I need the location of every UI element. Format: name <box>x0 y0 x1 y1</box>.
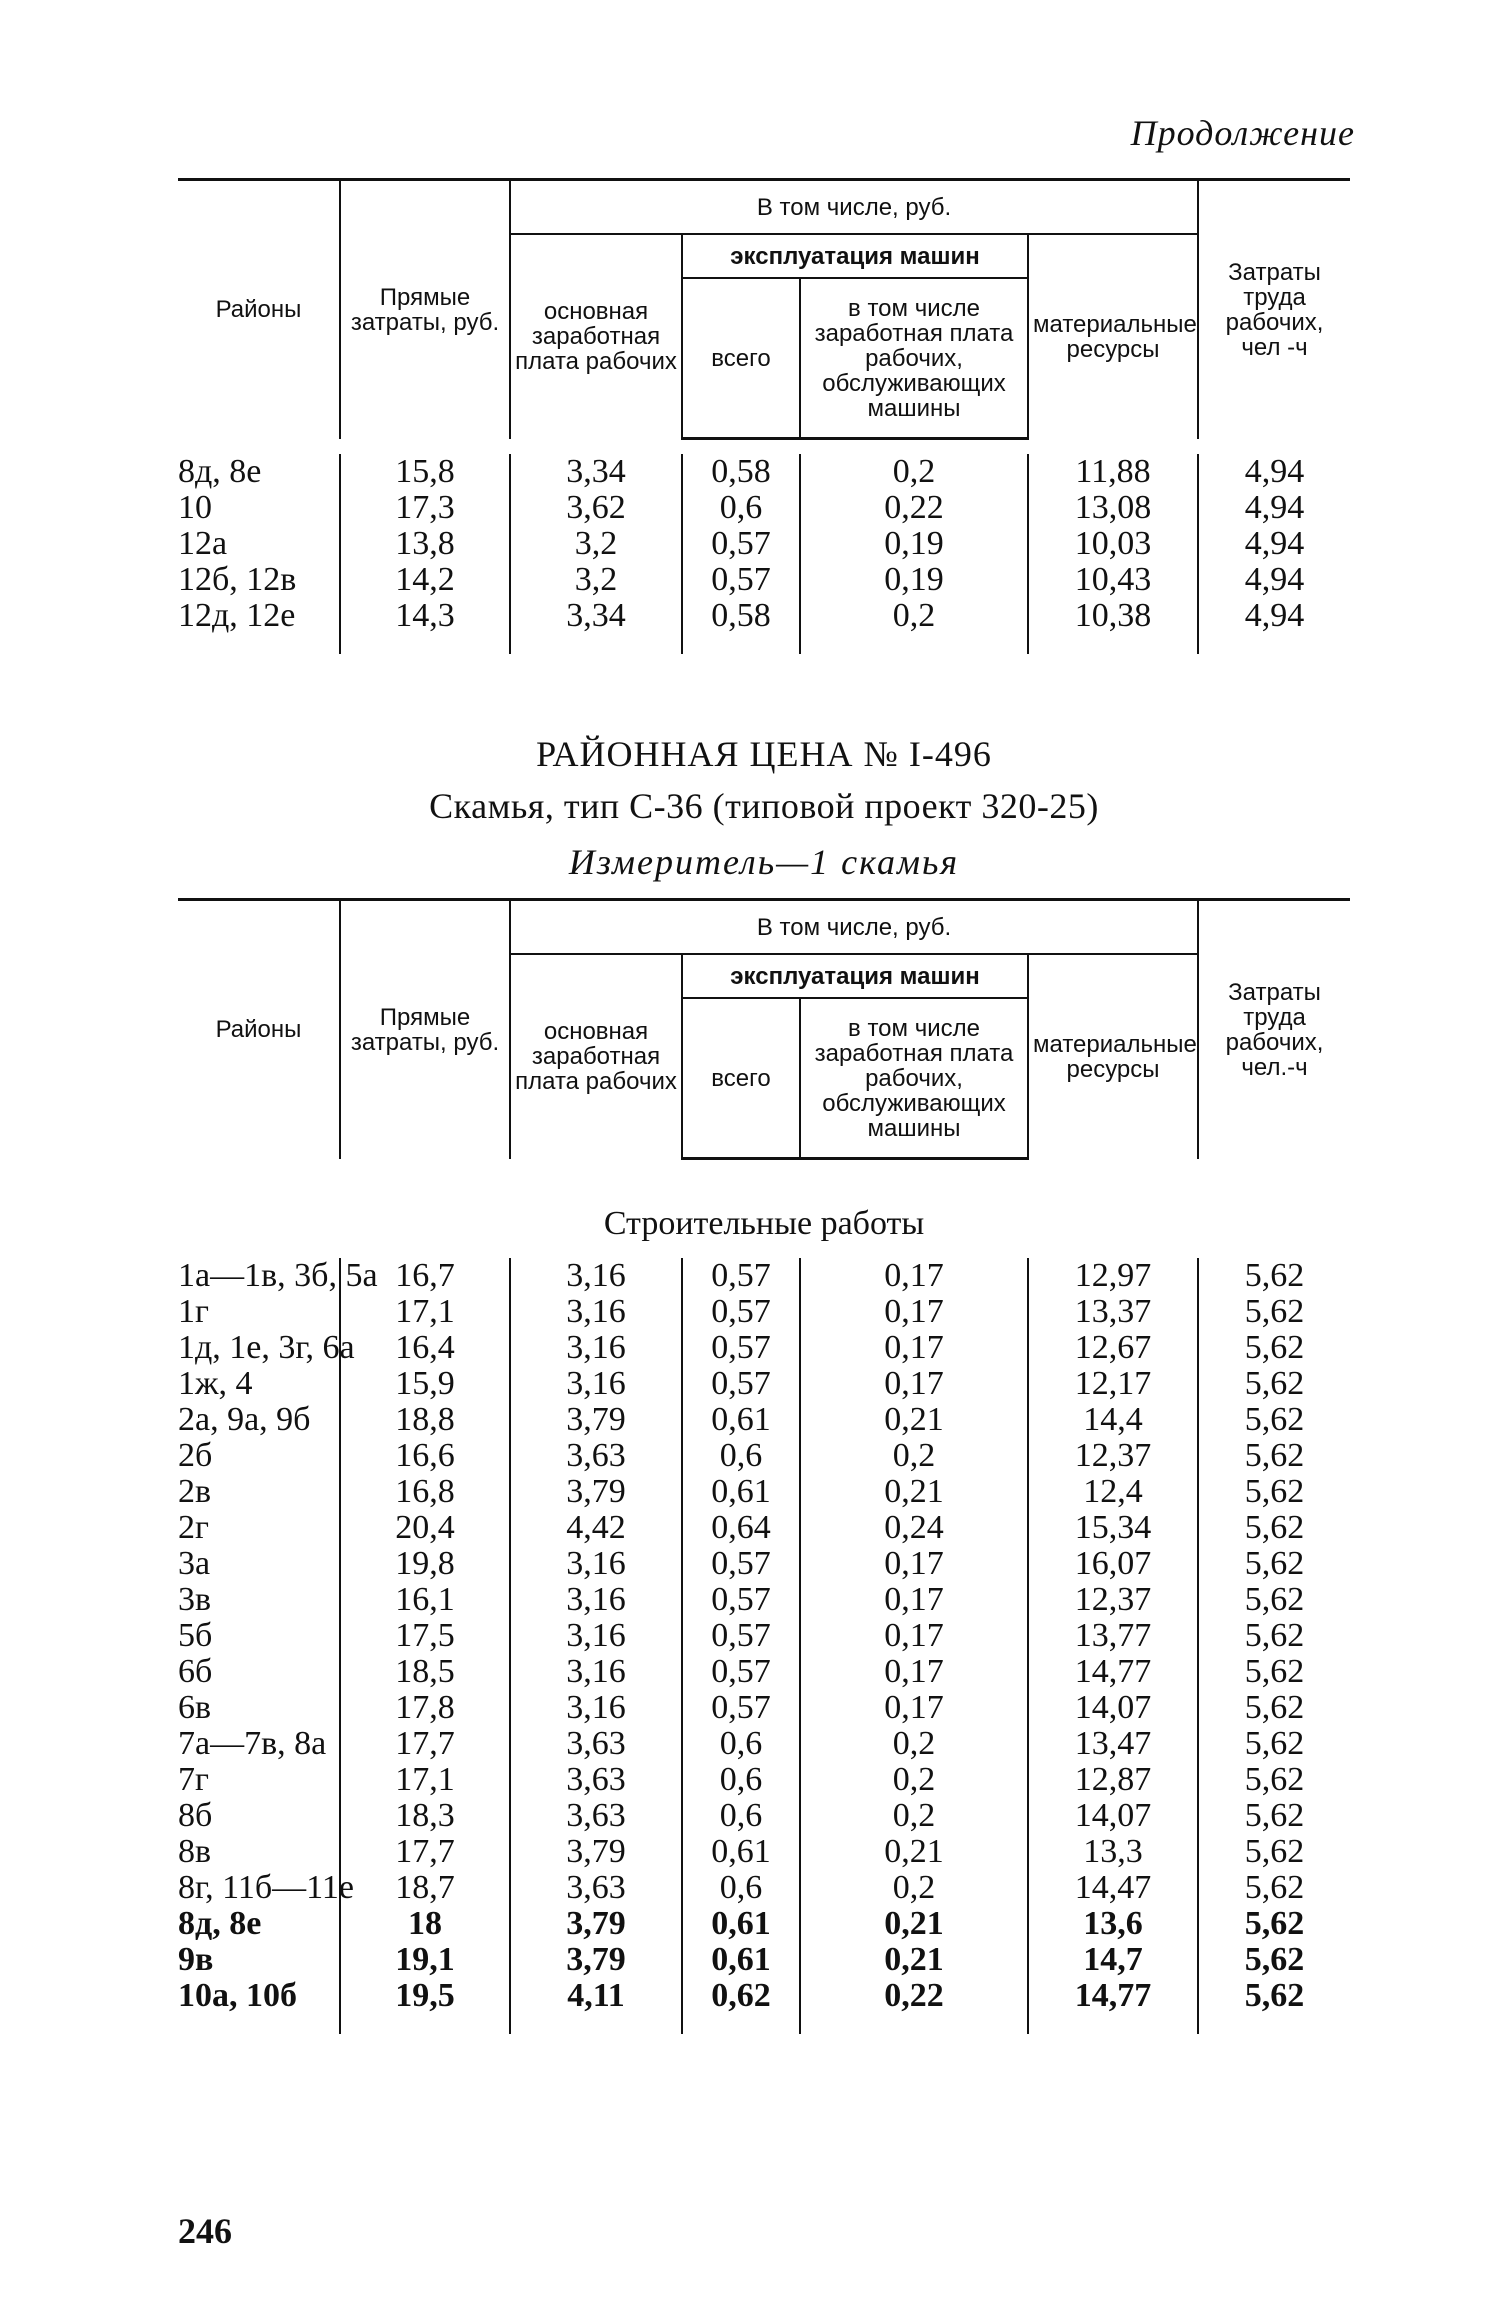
cell-labor: 5,62 <box>1198 1906 1350 1942</box>
cell-machine-wage: 0,2 <box>800 1870 1028 1906</box>
cell-labor: 5,62 <box>1198 1402 1350 1438</box>
cell-machine-total: 0,62 <box>682 1978 800 2014</box>
cell-machine-total: 0,6 <box>682 1870 800 1906</box>
table-row <box>178 598 1350 634</box>
cell-materials: 13,08 <box>1028 490 1198 526</box>
cell-base-wage: 3,16 <box>510 1294 682 1330</box>
table1-body <box>178 454 1350 654</box>
unit-title: Измеритель—1 скамья <box>568 842 960 882</box>
header-regions: Районы <box>178 900 340 1159</box>
cell-base-wage: 4,42 <box>510 1510 682 1546</box>
cell-labor: 5,62 <box>1198 1618 1350 1654</box>
cell-region: 1а—1в, 3б, 5а <box>178 1257 378 1294</box>
cell-base-wage: 3,79 <box>510 1834 682 1870</box>
cell-direct-costs: 18 <box>340 1906 510 1942</box>
cell-base-wage: 3,34 <box>510 454 682 490</box>
cell-labor: 5,62 <box>1198 1546 1350 1582</box>
cell-direct-costs: 19,1 <box>340 1942 510 1978</box>
cell-machine-wage: 0,2 <box>800 598 1028 634</box>
cell-labor: 5,62 <box>1198 1834 1350 1870</box>
cell-base-wage: 3,2 <box>510 562 682 598</box>
cell-materials: 12,17 <box>1028 1366 1198 1402</box>
cell-region: 7а—7в, 8а <box>178 1725 327 1762</box>
cell-base-wage: 3,63 <box>510 1438 682 1474</box>
cell-region: 1г <box>178 1293 209 1330</box>
cell-machine-total: 0,57 <box>682 1294 800 1330</box>
section-title: Строительные работы <box>603 1205 925 1242</box>
cell-machine-wage: 0,2 <box>800 1762 1028 1798</box>
cell-direct-costs: 15,9 <box>340 1366 510 1402</box>
cell-machine-wage: 0,2 <box>800 1798 1028 1834</box>
cell-machine-wage: 0,17 <box>800 1366 1028 1402</box>
cell-machine-wage: 0,22 <box>800 490 1028 526</box>
cell-machine-total: 0,57 <box>682 1546 800 1582</box>
table-row <box>178 1258 1350 1294</box>
cell-labor: 5,62 <box>1198 1474 1350 1510</box>
cell-region: 8д, 8е <box>178 1905 262 1942</box>
continuation-label: Продолжение <box>1130 113 1355 153</box>
cell-materials: 13,6 <box>1028 1906 1198 1942</box>
cell-materials: 15,34 <box>1028 1510 1198 1546</box>
header-direct-costs: Прямые затраты, руб. <box>340 900 510 1159</box>
cell-machine-total: 0,57 <box>682 1654 800 1690</box>
item-title: Скамья, тип С-36 (типовой проект 320-25) <box>429 786 1099 826</box>
cell-machine-wage: 0,21 <box>800 1474 1028 1510</box>
cell-direct-costs: 14,3 <box>340 598 510 634</box>
cell-machine-total: 0,57 <box>682 526 800 562</box>
cell-direct-costs: 17,1 <box>340 1762 510 1798</box>
cell-labor: 4,94 <box>1198 562 1350 598</box>
cell-machine-total: 0,58 <box>682 598 800 634</box>
cell-labor: 4,94 <box>1198 526 1350 562</box>
table-row <box>178 490 1350 526</box>
cell-base-wage: 3,16 <box>510 1258 682 1294</box>
header-base-wage: основная заработная плата рабочих <box>510 234 682 439</box>
cell-region: 8г, 11б—11е <box>178 1869 354 1906</box>
cell-direct-costs: 16,8 <box>340 1474 510 1510</box>
cell-base-wage: 4,11 <box>510 1978 682 2014</box>
cell-direct-costs: 18,8 <box>340 1402 510 1438</box>
cell-base-wage: 3,63 <box>510 1798 682 1834</box>
cell-base-wage: 3,16 <box>510 1330 682 1366</box>
header-base-wage: основная заработная плата рабочих <box>510 954 682 1159</box>
cell-region: 8в <box>178 1833 212 1870</box>
cell-materials: 12,37 <box>1028 1582 1198 1618</box>
cell-direct-costs: 15,8 <box>340 454 510 490</box>
cell-base-wage: 3,16 <box>510 1546 682 1582</box>
price-title: РАЙОННАЯ ЦЕНА № I-496 <box>536 734 992 774</box>
cell-machine-total: 0,61 <box>682 1906 800 1942</box>
cell-materials: 12,67 <box>1028 1330 1198 1366</box>
cell-machine-total: 0,57 <box>682 1258 800 1294</box>
header-direct-costs: Прямые затраты, руб. <box>340 180 510 439</box>
table-row <box>178 1618 1350 1654</box>
cell-machine-total: 0,6 <box>682 490 800 526</box>
cell-labor: 5,62 <box>1198 1330 1350 1366</box>
cell-machine-wage: 0,24 <box>800 1510 1028 1546</box>
cell-labor: 5,62 <box>1198 1654 1350 1690</box>
table-row <box>178 1870 1350 1906</box>
table-row <box>178 1582 1350 1618</box>
cell-machine-total: 0,57 <box>682 562 800 598</box>
table-row <box>178 1438 1350 1474</box>
cell-region: 8д, 8е <box>178 453 262 490</box>
cell-materials: 10,38 <box>1028 598 1198 634</box>
table-row <box>178 1330 1350 1366</box>
table2-body <box>178 1180 1350 2034</box>
cell-region: 12д, 12е <box>178 597 296 634</box>
cell-direct-costs: 16,6 <box>340 1438 510 1474</box>
cell-base-wage: 3,16 <box>510 1618 682 1654</box>
cell-region: 10а, 10б <box>178 1977 297 2014</box>
cell-machine-total: 0,61 <box>682 1402 800 1438</box>
cell-materials: 14,4 <box>1028 1402 1198 1438</box>
table-row <box>178 1294 1350 1330</box>
table-row <box>178 1474 1350 1510</box>
cell-machine-total: 0,6 <box>682 1438 800 1474</box>
cell-machine-wage: 0,17 <box>800 1330 1028 1366</box>
header-total: всего <box>682 998 800 1159</box>
cell-direct-costs: 19,8 <box>340 1546 510 1582</box>
cell-labor: 4,94 <box>1198 490 1350 526</box>
cell-machine-wage: 0,22 <box>800 1978 1028 2014</box>
cell-base-wage: 3,62 <box>510 490 682 526</box>
cell-machine-total: 0,6 <box>682 1726 800 1762</box>
cell-labor: 4,94 <box>1198 454 1350 490</box>
cell-direct-costs: 18,5 <box>340 1654 510 1690</box>
table-row <box>178 1690 1350 1726</box>
cell-labor: 5,62 <box>1198 1510 1350 1546</box>
cell-machine-total: 0,57 <box>682 1690 800 1726</box>
cell-machine-total: 0,57 <box>682 1618 800 1654</box>
cell-base-wage: 3,79 <box>510 1474 682 1510</box>
cell-materials: 12,97 <box>1028 1258 1198 1294</box>
cell-labor: 5,62 <box>1198 1942 1350 1978</box>
table-row <box>178 454 1350 490</box>
cell-machine-total: 0,57 <box>682 1366 800 1402</box>
cell-labor: 5,62 <box>1198 1798 1350 1834</box>
cell-machine-wage: 0,21 <box>800 1906 1028 1942</box>
table-row <box>178 1510 1350 1546</box>
cell-region: 2в <box>178 1473 212 1510</box>
table-row <box>178 1978 1350 2014</box>
cell-machine-wage: 0,17 <box>800 1294 1028 1330</box>
cell-base-wage: 3,34 <box>510 598 682 634</box>
header-labor: Затраты труда рабочих, чел.-ч <box>1198 900 1350 1159</box>
cell-region: 9в <box>178 1941 214 1978</box>
cell-direct-costs: 16,7 <box>340 1258 510 1294</box>
cell-direct-costs: 13,8 <box>340 526 510 562</box>
cell-base-wage: 3,79 <box>510 1402 682 1438</box>
cell-materials: 14,07 <box>1028 1690 1198 1726</box>
cell-base-wage: 3,16 <box>510 1690 682 1726</box>
table-row <box>178 1366 1350 1402</box>
table-row <box>178 1726 1350 1762</box>
cell-direct-costs: 16,4 <box>340 1330 510 1366</box>
cell-materials: 13,3 <box>1028 1834 1198 1870</box>
cell-labor: 5,62 <box>1198 1690 1350 1726</box>
cell-direct-costs: 19,5 <box>340 1978 510 2014</box>
cell-machine-wage: 0,19 <box>800 526 1028 562</box>
header-total: всего <box>682 278 800 439</box>
cell-materials: 13,47 <box>1028 1726 1198 1762</box>
header-including: В том числе, руб. <box>510 180 1198 235</box>
cell-direct-costs: 17,3 <box>340 490 510 526</box>
cell-region: 1ж, 4 <box>178 1365 253 1402</box>
cell-region: 2б <box>178 1437 213 1474</box>
cell-machine-wage: 0,2 <box>800 454 1028 490</box>
cell-materials: 13,37 <box>1028 1294 1198 1330</box>
cell-machine-wage: 0,17 <box>800 1654 1028 1690</box>
cell-machine-wage: 0,17 <box>800 1618 1028 1654</box>
cell-direct-costs: 20,4 <box>340 1510 510 1546</box>
cell-base-wage: 3,2 <box>510 526 682 562</box>
cell-base-wage: 3,63 <box>510 1762 682 1798</box>
cell-direct-costs: 17,5 <box>340 1618 510 1654</box>
cell-region: 5б <box>178 1617 213 1654</box>
cell-materials: 12,37 <box>1028 1438 1198 1474</box>
cell-machine-wage: 0,21 <box>800 1834 1028 1870</box>
table-row <box>178 1906 1350 1942</box>
cell-region: 1д, 1е, 3г, 6а <box>178 1329 355 1366</box>
cell-labor: 5,62 <box>1198 1258 1350 1294</box>
header-including-wage: в том числе заработная плата рабочих, обслуживающих машины <box>800 278 1028 439</box>
cell-base-wage: 3,79 <box>510 1942 682 1978</box>
cell-labor: 5,62 <box>1198 1978 1350 2014</box>
cell-machine-wage: 0,17 <box>800 1582 1028 1618</box>
cell-region: 7г <box>178 1761 209 1798</box>
cell-base-wage: 3,79 <box>510 1906 682 1942</box>
header-labor: Затраты труда рабочих, чел -ч <box>1198 180 1350 439</box>
table-row <box>178 1402 1350 1438</box>
cell-materials: 11,88 <box>1028 454 1198 490</box>
cell-labor: 5,62 <box>1198 1762 1350 1798</box>
cell-machine-wage: 0,17 <box>800 1258 1028 1294</box>
cell-machine-wage: 0,19 <box>800 562 1028 598</box>
cell-region: 12а <box>178 525 228 562</box>
cell-machine-wage: 0,2 <box>800 1726 1028 1762</box>
cell-labor: 5,62 <box>1198 1582 1350 1618</box>
cell-region: 6б <box>178 1653 213 1690</box>
cell-materials: 10,03 <box>1028 526 1198 562</box>
cell-direct-costs: 18,3 <box>340 1798 510 1834</box>
cell-base-wage: 3,63 <box>510 1726 682 1762</box>
cell-machine-wage: 0,17 <box>800 1690 1028 1726</box>
cell-base-wage: 3,16 <box>510 1654 682 1690</box>
cell-materials: 14,7 <box>1028 1942 1198 1978</box>
cell-materials: 12,4 <box>1028 1474 1198 1510</box>
cell-direct-costs: 18,7 <box>340 1870 510 1906</box>
header-materials: материальные ресурсы <box>1028 234 1198 439</box>
cell-region: 10 <box>178 489 212 526</box>
cell-materials: 14,77 <box>1028 1978 1198 2014</box>
cell-machine-total: 0,61 <box>682 1474 800 1510</box>
cell-machine-total: 0,57 <box>682 1330 800 1366</box>
cell-region: 3а <box>178 1545 211 1582</box>
table-row <box>178 1654 1350 1690</box>
cell-labor: 5,62 <box>1198 1870 1350 1906</box>
cell-region: 12б, 12в <box>178 561 297 598</box>
cell-region: 6в <box>178 1689 212 1726</box>
table-row <box>178 1762 1350 1798</box>
cell-region: 3в <box>178 1581 212 1618</box>
cell-labor: 4,94 <box>1198 598 1350 634</box>
cell-labor: 5,62 <box>1198 1294 1350 1330</box>
cell-machine-total: 0,6 <box>682 1798 800 1834</box>
cell-machine-wage: 0,21 <box>800 1402 1028 1438</box>
header-materials: материальные ресурсы <box>1028 954 1198 1159</box>
cell-machine-wage: 0,2 <box>800 1438 1028 1474</box>
cell-materials: 10,43 <box>1028 562 1198 598</box>
header-regions: Районы <box>178 180 340 439</box>
table-row <box>178 562 1350 598</box>
header-machine-operation: эксплуатация машин <box>682 234 1028 278</box>
table-row <box>178 1942 1350 1978</box>
cell-direct-costs: 17,8 <box>340 1690 510 1726</box>
header-machine-operation: эксплуатация машин <box>682 954 1028 998</box>
cell-labor: 5,62 <box>1198 1438 1350 1474</box>
cell-labor: 5,62 <box>1198 1366 1350 1402</box>
cell-region: 2а, 9а, 9б <box>178 1401 311 1438</box>
cell-base-wage: 3,63 <box>510 1870 682 1906</box>
cell-materials: 12,87 <box>1028 1762 1198 1798</box>
cell-machine-total: 0,64 <box>682 1510 800 1546</box>
cell-machine-total: 0,61 <box>682 1942 800 1978</box>
cell-materials: 16,07 <box>1028 1546 1198 1582</box>
cell-direct-costs: 16,1 <box>340 1582 510 1618</box>
page-number: 246 <box>178 2211 232 2251</box>
cell-region: 2г <box>178 1509 209 1546</box>
table-row <box>178 1546 1350 1582</box>
header-including: В том числе, руб. <box>510 900 1198 955</box>
table-row <box>178 526 1350 562</box>
cell-machine-wage: 0,17 <box>800 1546 1028 1582</box>
cell-machine-wage: 0,21 <box>800 1942 1028 1978</box>
table2-header <box>178 898 1350 1160</box>
cell-direct-costs: 14,2 <box>340 562 510 598</box>
cell-region: 8б <box>178 1797 213 1834</box>
cell-materials: 14,07 <box>1028 1798 1198 1834</box>
table1-header <box>178 178 1350 440</box>
cell-machine-total: 0,61 <box>682 1834 800 1870</box>
cell-machine-total: 0,6 <box>682 1762 800 1798</box>
cell-machine-total: 0,57 <box>682 1582 800 1618</box>
table-row <box>178 1798 1350 1834</box>
table-row <box>178 1834 1350 1870</box>
cell-direct-costs: 17,1 <box>340 1294 510 1330</box>
cell-direct-costs: 17,7 <box>340 1834 510 1870</box>
cell-materials: 14,47 <box>1028 1870 1198 1906</box>
header-including-wage: в том числе заработная плата рабочих, обслуживающих машины <box>800 998 1028 1159</box>
cell-direct-costs: 17,7 <box>340 1726 510 1762</box>
cell-labor: 5,62 <box>1198 1726 1350 1762</box>
cell-machine-total: 0,58 <box>682 454 800 490</box>
cell-materials: 13,77 <box>1028 1618 1198 1654</box>
cell-base-wage: 3,16 <box>510 1366 682 1402</box>
cell-materials: 14,77 <box>1028 1654 1198 1690</box>
cell-base-wage: 3,16 <box>510 1582 682 1618</box>
